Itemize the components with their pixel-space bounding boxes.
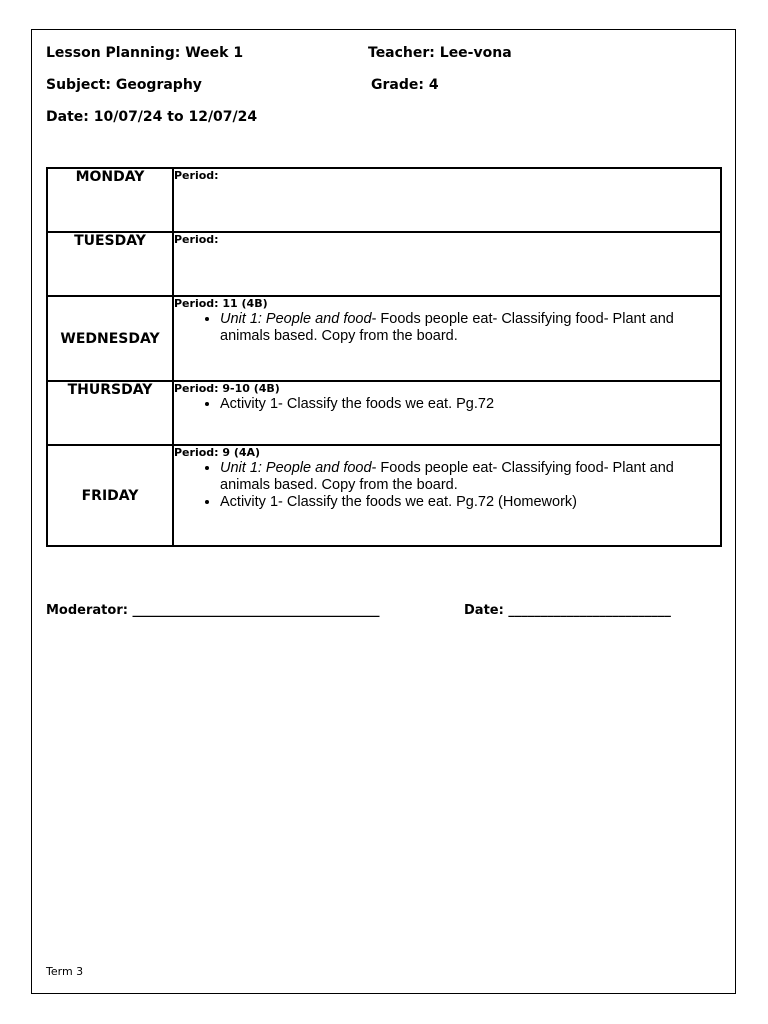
table-row-monday <box>47 168 721 232</box>
period-wednesday: Period: 11 (4B) <box>174 297 268 310</box>
term-label: Term 3 <box>46 965 84 978</box>
table-row-friday <box>47 445 721 546</box>
content-friday <box>173 445 721 546</box>
unit-description: - Foods people eat- Classifying food- Plant and animals based. Copy from the board. <box>220 460 674 493</box>
date-range-label: Date: 10/07/24 to 12/07/24 <box>46 109 258 125</box>
list-item <box>220 311 720 345</box>
teacher-label: Teacher: Lee-vona <box>368 45 512 61</box>
content-thursday <box>173 381 721 445</box>
grade-label: Grade: 4 <box>371 77 439 93</box>
day-wednesday: WEDNESDAY <box>47 296 173 381</box>
list-item: • Activity 1- Classify the foods we eat. Pg.72 (Homework) <box>220 494 720 511</box>
period-monday: Period: <box>174 169 219 182</box>
moderator-date-line: Date: _________________________ <box>464 603 671 618</box>
table-row-wednesday <box>47 296 721 381</box>
day-monday: MONDAY <box>47 168 173 232</box>
lesson-plan-table <box>46 167 722 547</box>
thursday-list <box>174 396 720 413</box>
content-monday <box>173 168 721 232</box>
unit-description: - Foods people eat- Classifying food- Plant and animals based. Copy from the board. <box>220 311 674 344</box>
day-tuesday: TUESDAY <box>47 232 173 296</box>
lesson-planning-title: Lesson Planning: Week 1 <box>46 45 244 61</box>
period-friday: Period: 9 (4A) <box>174 446 261 459</box>
day-thursday: THURSDAY <box>47 381 173 445</box>
moderator-signature-line: Moderator: ______________________________________ <box>46 603 380 618</box>
content-tuesday <box>173 232 721 296</box>
unit-title: Unit 1: People and food <box>220 460 372 476</box>
period-thursday: Period: 9-10 (4B) <box>174 382 280 395</box>
subject-label: Subject: Geography <box>46 77 202 93</box>
table-row-thursday <box>47 381 721 445</box>
unit-title: Unit 1: People and food <box>220 311 372 327</box>
list-item <box>220 460 720 494</box>
table-row-tuesday <box>47 232 721 296</box>
period-tuesday: Period: <box>174 233 219 246</box>
wednesday-list <box>174 311 720 345</box>
content-wednesday <box>173 296 721 381</box>
list-item: • Activity 1- Classify the foods we eat. Pg.72 <box>220 396 720 413</box>
day-friday: FRIDAY <box>47 445 173 546</box>
friday-list <box>174 460 720 511</box>
